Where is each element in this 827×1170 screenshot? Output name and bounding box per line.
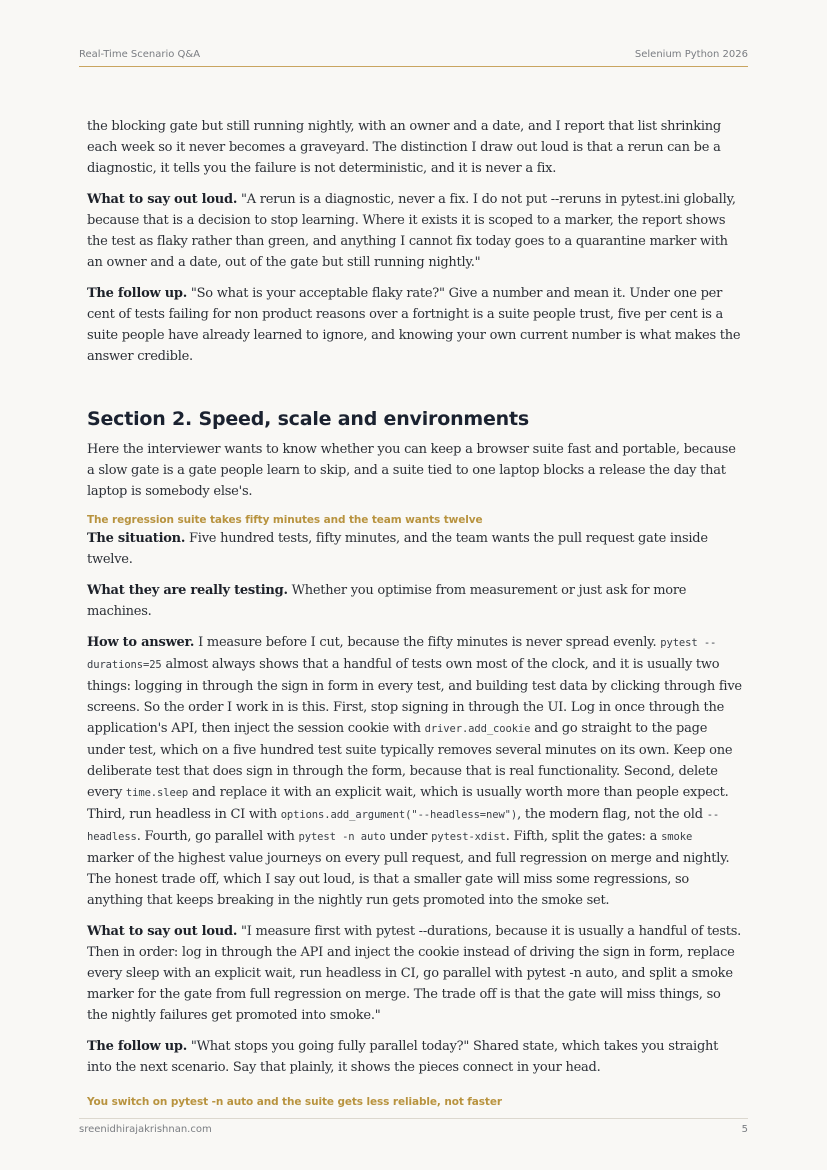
code-pytest-n-auto: pytest -n auto xyxy=(298,831,386,843)
paragraph-situation xyxy=(87,528,742,570)
paragraph-how-to-answer xyxy=(87,632,742,911)
follow-up-text: "What stops you going fully parallel today?" Shared state, which takes you straight into the next scenario. Say that plainly, it shows the pieces connect in your head. xyxy=(87,1039,719,1075)
paragraph-testing xyxy=(87,580,742,622)
answer-text: and replace it with an explicit wait, which is usually worth more than people expect. Third, run headless in CI with xyxy=(87,785,729,822)
how-to-answer-label: How to answer. xyxy=(87,635,195,650)
paragraph-say-out-loud xyxy=(87,921,742,1026)
code-time-sleep: time.sleep xyxy=(125,787,189,799)
say-out-loud-label: What to say out loud. xyxy=(87,192,238,207)
page-number: 5 xyxy=(741,1124,748,1135)
code-add-cookie: driver.add_cookie xyxy=(424,723,531,735)
header-document-title: Real-Time Scenario Q&A xyxy=(79,49,201,60)
follow-up-label: The follow up. xyxy=(87,286,188,301)
situation-label: The situation. xyxy=(87,531,186,546)
answer-text: . Fifth, split the gates: a xyxy=(505,829,662,844)
page-header xyxy=(79,48,748,67)
paragraph-say-out-loud xyxy=(87,189,742,273)
answer-text: and go straight to the page under test, which on a five hundred test suite typically removes several minutes on its own. Keep one deliberate test that does sign in through the form, because that is real functionality. Second, delete every xyxy=(87,721,733,800)
answer-text: , the modern flag, not the old xyxy=(517,807,707,822)
footer-website: sreenidhirajakrishnan.com xyxy=(79,1124,212,1135)
situation-text: Five hundred tests, fifty minutes, and the team wants the pull request gate inside twelve. xyxy=(87,531,708,567)
say-out-loud-label: What to say out loud. xyxy=(87,924,238,939)
page-content xyxy=(87,116,742,1110)
answer-text: almost always shows that a handful of tests own most of the clock, and it is usually two things: logging in through the sign in form in every test, and building test data by clicking through five screens. So the order I work in is this. First, stop signing in through the UI. Log in once through the application's API, then inject the session cookie with xyxy=(87,657,742,736)
header-series-title: Selenium Python 2026 xyxy=(634,49,748,60)
follow-up-text: "So what is your acceptable flaky rate?" Give a number and mean it. Under one per cent of tests failing for non product reasons over a fortnight is a suite people trust, five per cent is a suite people have already learned to ignore, and knowing your own current number is what makes the answer credible. xyxy=(87,286,741,364)
scenario-title: The regression suite takes fifty minutes and the team wants twelve xyxy=(87,514,483,526)
code-pytest-xdist: pytest-xdist xyxy=(431,831,506,843)
code-headless-old: --headless xyxy=(87,809,720,843)
scenario-title: You switch on pytest -n auto and the suite gets less reliable, not faster xyxy=(87,1096,502,1108)
code-durations: pytest --durations=25 xyxy=(87,637,717,671)
paragraph-follow-up xyxy=(87,283,742,367)
answer-text: . Fourth, go parallel with xyxy=(136,829,299,844)
follow-up-label: The follow up. xyxy=(87,1039,188,1054)
testing-label: What they are really testing. xyxy=(87,583,288,598)
paragraph-continuation: the blocking gate but still running nightly, with an owner and a date, and I report that list shrinking each week so it never becomes a graveyard. The distinction I draw out loud is that a rerun can be a diagnostic, it tells you the failure is not deterministic, and it is never a fix. xyxy=(87,119,721,176)
say-out-loud-text: "A rerun is a diagnostic, never a fix. I do not put --reruns in pytest.ini globally, because that is a decision to stop learning. Where it exists it is scoped to a marker, the report shows the test as flaky rather than green, and anything I cannot fix today goes to a quarantine marker with an owner and a date, out of the gate but still running nightly." xyxy=(87,192,736,270)
answer-text: under xyxy=(385,829,432,844)
code-smoke: smoke xyxy=(661,831,693,843)
testing-text: Whether you optimise from measurement or just ask for more machines. xyxy=(87,583,687,619)
paragraph-follow-up xyxy=(87,1036,742,1078)
section-heading: Section 2. Speed, scale and environments xyxy=(87,408,529,430)
page-footer xyxy=(79,1118,748,1139)
answer-text: marker of the highest value journeys on every pull request, and full regression on merge and nightly. The honest trade off, which I say out loud, is that a smaller gate will miss some regressions, so anything that keeps breaking in the nightly run gets promoted into the smoke set. xyxy=(87,851,730,908)
section-intro: Here the interviewer wants to know whether you can keep a browser suite fast and portable, because a slow gate is a gate people learn to skip, and a suite tied to one laptop blocks a release the day that laptop is somebody else's. xyxy=(87,442,736,499)
code-headless-new: options.add_argument("--headless=new") xyxy=(280,809,518,821)
say-out-loud-text: "I measure first with pytest --durations, because it is usually a handful of tests. Then in order: log in through the API and inject the cookie instead of driving the sign in form, replace every sleep with an explicit wait, run headless in CI, go parallel with pytest -n auto, and split a smoke marker for the gate from full regression on merge. The trade off is that the gate will miss things, so the nightly failures get promoted into smoke." xyxy=(87,924,742,1023)
answer-text: I measure before I cut, because the fifty minutes is never spread evenly. xyxy=(194,635,661,650)
